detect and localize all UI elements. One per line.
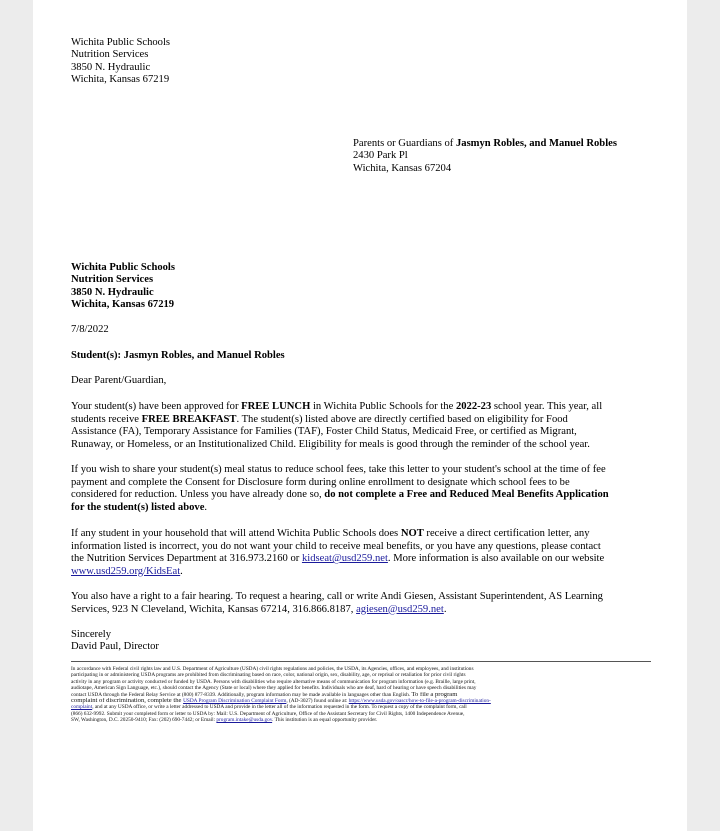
letterhead-line: Nutrition Services bbox=[71, 274, 154, 286]
letterhead-line: Wichita Public Schools bbox=[71, 262, 175, 273]
recipient-name-line: Parents or Guardians of Jasmyn Robles, and Manuel Robles bbox=[353, 138, 617, 149]
letterhead-line: 3850 N. Hydraulic bbox=[71, 286, 154, 298]
sender-line: 3850 N. Hydraulic bbox=[71, 61, 151, 73]
signer: David Paul, Director bbox=[71, 641, 159, 653]
sender-line: Nutrition Services bbox=[71, 49, 149, 61]
letterhead-line: Wichita, Kansas 67219 bbox=[71, 299, 175, 311]
program-intake-email-link[interactable]: program.intake@usda.gov bbox=[216, 717, 273, 724]
agiesen-email-link[interactable]: agiesen@usd259.net bbox=[356, 603, 444, 615]
paragraph-fees: If you wish to share your student(s) meal status to reduce school fees, take this letter to your student's school at the time of fee payment and complete the Consent for Disclosure form during online enrollment to designate which school fees to be considered for reduction. Unless you have already done so, do not complete a Free and Reduced Meal Benefits Application for the student(s) listed above. bbox=[71, 464, 609, 513]
usda-complaint-url-link-cont[interactable]: complaint bbox=[71, 704, 93, 711]
sender-line: Wichita Public Schools bbox=[71, 37, 171, 48]
salutation: Dear Parent/Guardian, bbox=[71, 375, 167, 386]
nondiscrimination-statement: In accordance with Federal civil rights law and U.S. Department of Agriculture (USDA) civil rights regulations and policies, the USDA, its Agencies, offices, and employees, and institutions participating in or administering USDA programs are prohibited from discriminating based on race, color, national origin, sex, disability, age, or reprisal or retaliation for prior civil rights activity in any program or activity conducted or funded by USDA. Persons with disabilities who require alternative means of communication for program information (e.g. Braille, large print, audiotape, American Sign Language, etc.), should contact the Agency (State or local) where they applied for benefits. Individuals who are deaf, hard of hearing or have speech disabilities may contact USDA through the Federal Relay Service at (800) 877-8339. Additionally, program information may be made available in languages other than English. To file a program complaint of discrimination, complete the USDA Program Discrimination Complaint Form, (AD-3027) found online at: https://www.usda.gov/oascr/how-to-file-a-program-discrimination- complaint, and at any USDA office, or write a letter addressed to USDA and provide in the letter all of the information requested in the form. To request a copy of the complaint form, call (866) 632-9992. Submit your completed form or letter to USDA by: Mail: U.S. Department of Agriculture, Office of the Assistant Secretary for Civil Rights, 1400 Independence Avenue, SW, Washington, D.C. 20250-9410; Fax: (202) 690-7442; or Email: program.intake@usda.gov. This institution is an equal opportunity provider. bbox=[71, 666, 491, 724]
usda-complaint-url-link[interactable]: https://www.usda.gov/oascr/how-to-file-a-program-discrimination- bbox=[348, 698, 491, 705]
students-line: Student(s): Jasmyn Robles, and Manuel Robles bbox=[71, 350, 285, 361]
paragraph-approval: Your student(s) have been approved for FREE LUNCH in Wichita Public Schools for the 2022-23 school year. This year, all students receive FREE BREAKFAST. The student(s) listed above are directly certified based on eligibility for Food Assistance (FA), Temporary Assistance for Families (TAF), Foster Child Status, Medicaid Free, or certified as Migrant, Runaway, or Homeless, or an Institutionalized Child. Eligibility for meals is good through the reminder of the school year. bbox=[71, 401, 603, 450]
recipient-street: 2430 Park Pl bbox=[353, 150, 408, 162]
complaint-form-link[interactable]: USDA Program Discrimination Complaint Form bbox=[183, 698, 287, 705]
letterhead-block bbox=[71, 262, 175, 312]
sender-address bbox=[71, 37, 170, 87]
sender-line: Wichita, Kansas 67219 bbox=[71, 74, 170, 86]
closing: Sincerely bbox=[71, 629, 112, 640]
signature-block bbox=[71, 629, 159, 654]
paragraph-hearing: You also have a right to a fair hearing. To request a hearing, call or write Andi Giesen, Assistant Superintendent, AS Learning Services, 923 N Cleveland, Wichita, Kansas 67214, 316.866.8187, agiesen@usd259.net. bbox=[71, 591, 603, 615]
kidseat-email-link[interactable]: kidseat@usd259.net bbox=[301, 553, 388, 565]
recipient-names: Jasmyn Robles, and Manuel Robles bbox=[455, 138, 617, 149]
recipient-city: Wichita, Kansas 67204 bbox=[353, 162, 452, 174]
letter-date: 7/8/2022 bbox=[71, 324, 109, 335]
kidseat-website-link[interactable]: www.usd259.org/KidsEat bbox=[71, 565, 181, 577]
recipient-address bbox=[353, 138, 617, 175]
footer-divider bbox=[71, 661, 651, 662]
letter-page bbox=[33, 0, 687, 831]
paragraph-contact: If any student in your household that will attend Wichita Public Schools does NOT receive a direct certification letter, any information listed is incorrect, you do not want your child to receive meal benefits, or you have any questions, please contact the Nutrition Services Department at 316.973.2160 or kidseat@usd259.net. More information is also available on our website www.usd259.org/KidsEat. bbox=[71, 528, 605, 577]
